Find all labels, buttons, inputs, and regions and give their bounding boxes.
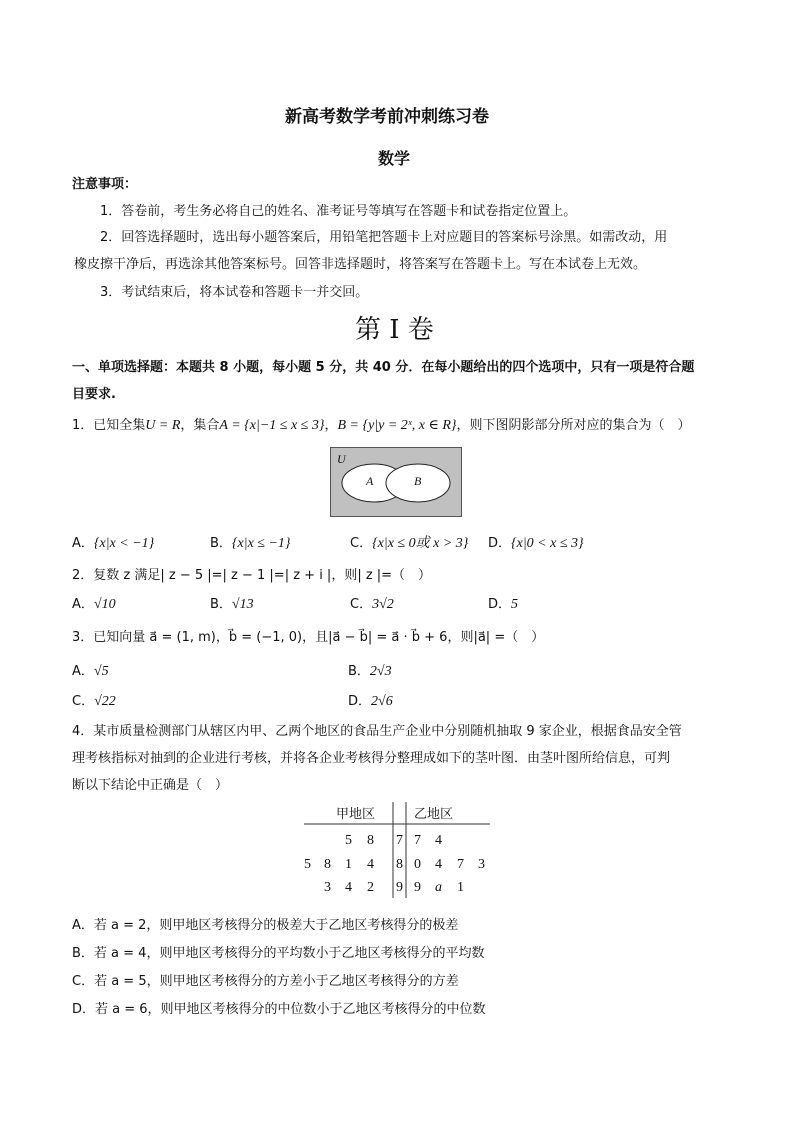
left-leaf: 5 [304,857,311,872]
q2-option-b [210,593,254,613]
option-text: √22 [94,694,116,709]
left-leaf: 4 [367,857,374,872]
q1-stem-text-a: 1．已知全集 [72,418,146,433]
option-text: {x|x < −1} [93,536,155,551]
q4-option-d: D．若 a = 6，则甲地区考核得分的中位数小于乙地区考核得分的中位数 [72,1002,486,1017]
q1-option-d [488,532,584,552]
q1-option-b [210,532,291,552]
q3-option-c [72,690,116,710]
right-leaf: 1 [457,880,464,895]
section-heading-line2: 目要求. [72,387,116,402]
q1-stem-text-c: ， [324,418,338,433]
q3-option-d [348,690,393,710]
q1-universe-def: U = R [145,418,181,433]
q1-set-a-def: A = {x|−1 ≤ x ≤ 3} [219,418,325,433]
option-label: A． [72,597,94,612]
q2-stem: 2．复数 z 满足| z − 5 |=| z − 1 |=| z + i |，则| z |=（ ） [72,568,432,583]
venn-svg [331,448,463,518]
option-label: D． [488,536,512,551]
option-label: C． [350,536,373,551]
venn-set-b-label: B [414,474,422,488]
right-leaf: 4 [435,833,442,848]
option-text: {x|x ≤ −1} [231,536,291,551]
right-leaf: a [435,880,442,895]
right-leaf: 9 [414,880,421,895]
option-label: B． [210,536,232,551]
q4-stem-line2: 理考核指标对抽到的企业进行考核，并将各企业考核得分整理成如下的茎叶图．由茎叶图所给信息，可判 [72,751,671,766]
notice-item-2: 2．回答选择题时，选出每小题答案后，用铅笔把答题卡上对应题目的答案标号涂黑。如需改动，用 [100,230,668,245]
q2-option-a [72,593,116,613]
right-leaf: 0 [414,857,421,872]
right-leaf: 4 [435,857,442,872]
left-leaf: 8 [324,857,331,872]
q4-option-b: B．若 a = 4，则甲地区考核得分的平均数小于乙地区考核得分的平均数 [72,946,485,961]
q3-option-a [72,660,109,680]
left-leaf: 2 [367,880,374,895]
venn-set-a-label: A [366,474,374,488]
right-leaf: 3 [478,857,485,872]
q1-stem [72,414,690,434]
option-text: {x|x ≤ 0或 x > 3} [372,536,469,551]
option-label: A． [72,664,94,679]
exam-title: 新高考数学考前冲刺练习卷 [285,107,489,127]
option-label: C． [350,597,373,612]
subject-title: 数学 [378,149,411,168]
venn-universe-label: U [337,452,346,466]
left-leaf: 5 [345,833,352,848]
notice-heading: 注意事项： [72,177,138,192]
option-text: √10 [93,597,116,612]
stem-leaf-left-header: 甲地区 [336,807,376,822]
volume-title: 第 I 卷 [355,315,434,345]
q1-stem-text-d: ，则下图阴影部分所对应的集合为（ ） [456,418,691,433]
q4-option-a: A．若 a = 2，则甲地区考核得分的极差大于乙地区考核得分的极差 [72,918,459,933]
right-leaf: 7 [414,833,421,848]
option-text: 5 [511,597,519,612]
left-leaf: 1 [345,857,352,872]
q1-option-a [72,532,154,552]
section-heading-line1: 一、单项选择题：本题共 8 小题，每小题 5 分，共 40 分．在每小题给出的四个选项中，只有一项是符合题 [72,360,695,375]
option-text: 3√2 [372,597,394,612]
q4-stem-line3: 断以下结论中正确是（ ） [72,778,229,793]
q2-option-c [350,593,394,613]
q4-option-c: C．若 a = 5，则甲地区考核得分的方差小于乙地区考核得分的方差 [72,974,459,989]
option-text: √5 [93,664,109,679]
venn-diagram [330,447,462,517]
left-leaf: 4 [345,880,352,895]
option-label: C． [72,694,95,709]
left-leaf: 8 [367,833,374,848]
notice-item-2-cont: 橡皮擦干净后，再选涂其他答案标号。回答非选择题时，将答案写在答题卡上。写在本试卷上无效。 [74,257,647,272]
option-label: B． [348,664,370,679]
q3-stem: 3．已知向量 a⃗ = (1, m)，b⃗ = (−1, 0)，且|a⃗ − b⃗| = a⃗ · b⃗ + 6，则|a⃗| =（ ） [72,630,545,645]
stem-leaf-plot [300,800,494,900]
option-text: {x|0 < x ≤ 3} [511,536,584,551]
option-label: A． [72,536,94,551]
option-label: B． [210,597,232,612]
option-text: √13 [231,597,254,612]
q1-set-b-def: B = {y|y = 2ˣ, x ∈ R} [337,418,457,433]
q2-option-d [488,593,518,613]
q1-option-c [350,532,468,552]
left-leaf: 3 [324,880,331,895]
stem-value: 7 [396,833,403,848]
option-label: D． [488,597,512,612]
notice-item-1: 1．答卷前，考生务必将自己的姓名、准考证号等填写在答题卡和试卷指定位置上。 [100,204,577,219]
option-text: 2√3 [369,664,392,679]
stem-value: 8 [396,857,403,872]
right-leaf: 7 [457,857,464,872]
stem-value: 9 [396,880,403,895]
stem-leaf-right-header: 乙地区 [414,807,454,822]
option-label: D． [348,694,372,709]
q1-stem-text-b: ，集合 [180,418,220,433]
notice-item-3: 3．考试结束后，将本试卷和答题卡一并交回。 [100,285,369,300]
q3-option-b [348,660,392,680]
option-text: 2√6 [371,694,393,709]
q4-stem-line1: 4．某市质量检测部门从辖区内甲、乙两个地区的食品生产企业中分别随机抽取 9 家企业，根据食品安全管 [72,724,682,739]
